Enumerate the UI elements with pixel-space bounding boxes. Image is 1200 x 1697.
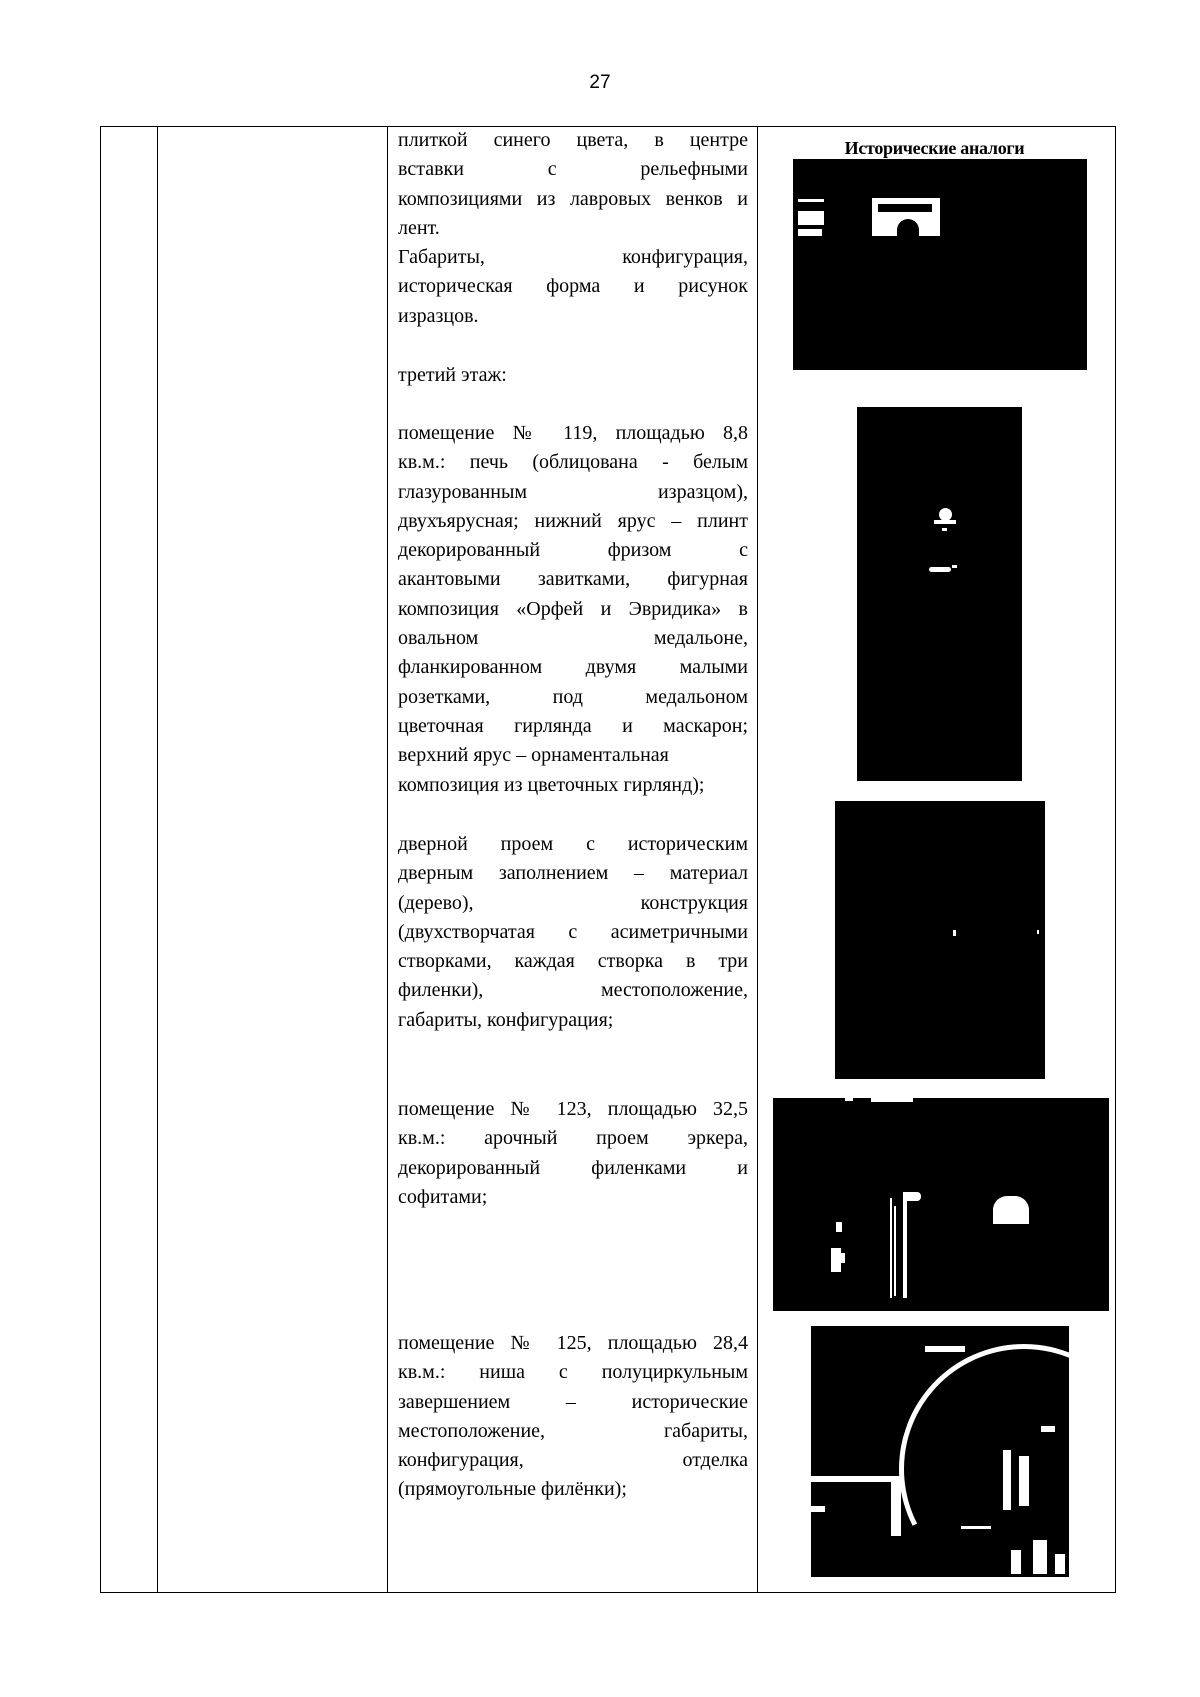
text-line: створками, каждая створка в три: [398, 950, 748, 973]
text-line: композиция из цветочных гирлянд);: [398, 773, 705, 796]
text-line: третий этаж:: [398, 364, 507, 386]
paragraph-tile-continuation: [398, 126, 748, 243]
text-line: (двухстворчатая с асиметричными: [398, 920, 748, 943]
paragraph-third-floor: [398, 361, 748, 390]
photo-niche: [811, 1326, 1069, 1577]
text-line: кв.м.: арочный проем эркера,: [398, 1127, 748, 1150]
text-line: декорированный фризом с: [398, 539, 748, 562]
photo-bay-arch: [773, 1098, 1109, 1311]
text-line: акантовыми завитками, фигурная: [398, 568, 748, 591]
paragraph-room-125: [398, 1329, 748, 1505]
paragraph-room-119: [398, 419, 748, 800]
text-line: помещение № 125, площадью 28,4: [398, 1332, 748, 1354]
paragraph-door-opening: [398, 830, 748, 1035]
text-line: кв.м.: печь (облицована - белым: [398, 451, 748, 474]
photo-stove: [857, 407, 1022, 781]
text-line: плиткой синего цвета, в центре: [398, 129, 748, 151]
text-line: помещение № 123, площадью 32,5: [398, 1098, 748, 1120]
column-divider-1: [157, 126, 158, 1593]
text-line: филенки), местоположение,: [398, 979, 748, 1002]
text-line: верхний ярус – орнаментальная: [398, 744, 669, 767]
page-number: 27: [589, 72, 611, 93]
text-line: местоположение, габариты,: [398, 1419, 748, 1442]
text-line: помещение № 119, площадью 8,8: [398, 422, 748, 444]
text-line: розетками, под медальоном: [398, 685, 748, 708]
text-line: овальном медальоне,: [398, 627, 748, 650]
text-line: конфигурация, отделка: [398, 1449, 748, 1472]
text-line: кв.м.: ниша с полуциркульным: [398, 1361, 748, 1384]
text-line: цветочная гирлянда и маскарон;: [398, 714, 748, 737]
text-line: завершением – исторические: [398, 1390, 748, 1413]
column-divider-2: [387, 126, 388, 1593]
text-line: вставки с рельефными: [398, 158, 748, 181]
text-line: композициями из лавровых венков и: [398, 187, 748, 210]
paragraph-dimensions: [398, 243, 748, 331]
photo-tile-insert: [793, 159, 1087, 370]
text-line: изразцов.: [398, 304, 479, 327]
text-line: лент.: [398, 216, 440, 239]
text-line: дверным заполнением – материал: [398, 862, 748, 885]
text-line: двухъярусная; нижний ярус – плинт: [398, 509, 748, 532]
photo-door: [835, 801, 1045, 1079]
text-line: габариты, конфигурация;: [398, 1008, 614, 1031]
text-line: декорированный филенками и: [398, 1156, 748, 1179]
text-line: (дерево), конструкция: [398, 891, 748, 914]
text-line: историческая форма и рисунок: [398, 275, 748, 298]
analogs-caption: Исторические аналоги: [844, 138, 1025, 158]
text-line: Габариты, конфигурация,: [398, 246, 748, 268]
column-divider-3: [757, 126, 758, 1593]
text-line: софитами;: [398, 1185, 488, 1208]
text-line: фланкированном двумя малыми: [398, 656, 748, 679]
text-line: композиция «Орфей и Эвридика» в: [398, 597, 748, 620]
text-line: глазурованным изразцом),: [398, 480, 748, 503]
paragraph-room-123: [398, 1095, 748, 1212]
text-line: дверной проем с историческим: [398, 833, 748, 855]
text-line: (прямоугольные филёнки);: [398, 1478, 627, 1501]
